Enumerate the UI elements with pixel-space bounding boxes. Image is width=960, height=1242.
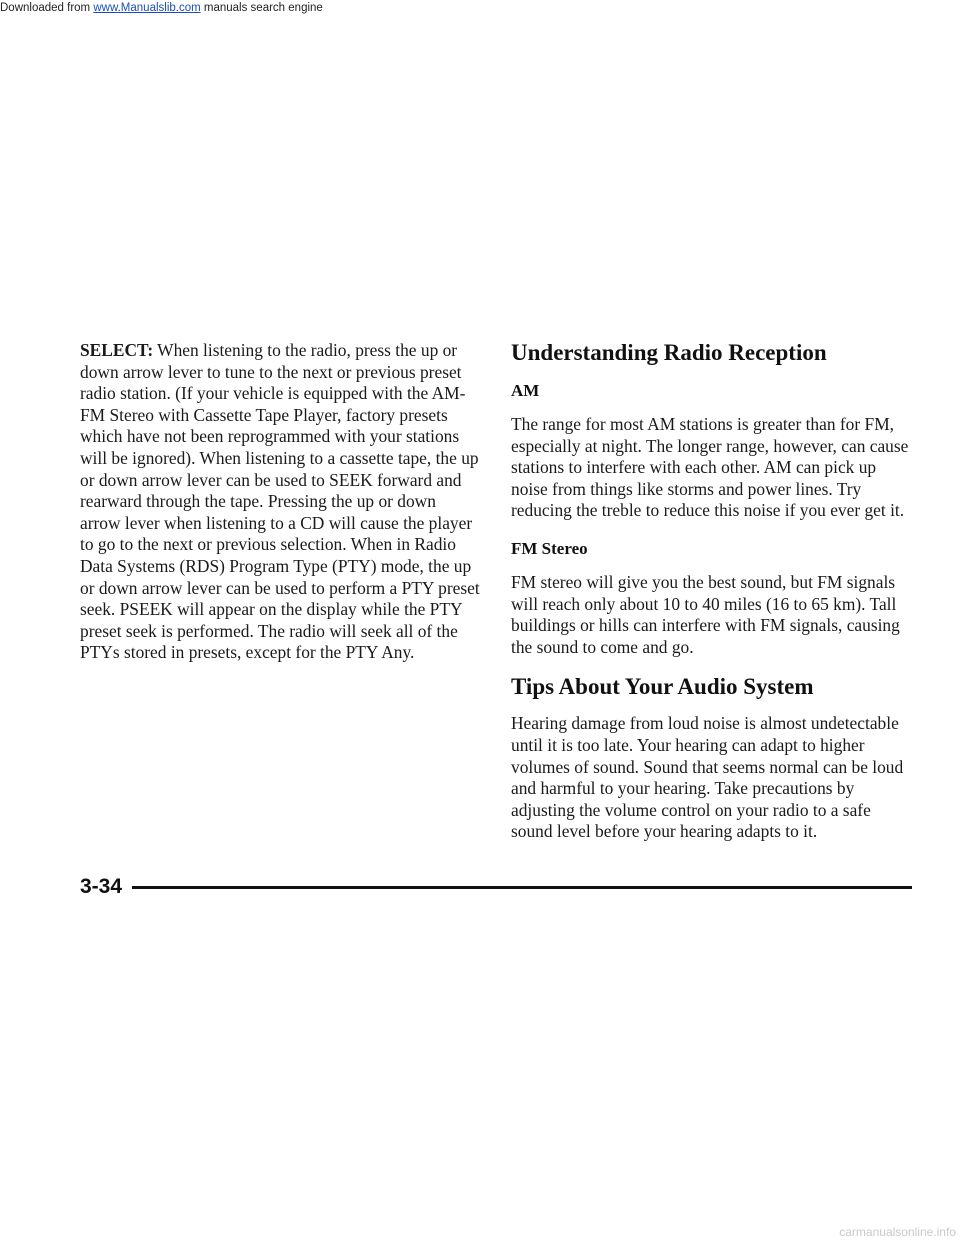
select-label: SELECT: (80, 340, 154, 360)
right-column (511, 338, 911, 843)
am-paragraph: The range for most AM stations is greater than for FM, especially at night. The longer range, however, can cause stations to interfere with each other. AM can pick up noise from things like storms and power lines. Try reducing the treble to reduce this noise if you ever get it. (511, 414, 909, 521)
am-subheading: AM (511, 381, 540, 400)
fm-paragraph: FM stereo will give you the best sound, but FM signals will reach only about 10 to 40 miles (16 to 65 km). Tall buildings or hills can interfere with FM signals, causing the sound to come and go. (511, 571, 900, 657)
fm-stereo-subheading: FM Stereo (511, 538, 588, 558)
footer-rule (132, 886, 912, 889)
banner-prefix: Downloaded from (0, 2, 94, 14)
select-text: When listening to the radio, press the up or down arrow lever to tune to the next or previous preset radio station. (If your vehicle is equipped with the AM-FM Stereo with Cassette Tape Player, factory presets which have not been reprogrammed with your stations will be ignored). When listening to a cassette tape, the up or down arrow lever can be used to SEEK forward and rearward through the tape. Pressing the up or down arrow lever when listening to a CD will cause the player to go to the next or previous selection. When in Radio Data Systems (RDS) Program Type (PTY) mode, the up or down arrow lever can be used to perform a PTY preset seek. PSEEK will appear on the display while the PTY preset seek is performed. The radio will seek all of the PTYs stored in presets, except for the PTY Any. (80, 340, 480, 663)
site-watermark: carmanualsonline.info (839, 1225, 956, 1239)
select-paragraph (80, 340, 480, 664)
left-column (80, 340, 480, 664)
manualslib-link[interactable]: www.Manualslib.com (93, 2, 201, 14)
page-number: 3-34 (80, 875, 123, 898)
download-banner (0, 0, 960, 20)
heading-understanding-radio-reception: Understanding Radio Reception (511, 340, 827, 365)
tips-paragraph: Hearing damage from loud noise is almost undetectable until it is too late. Your hearing can adapt to higher volumes of sound. Sound that seems normal can be loud and harmful to your hearing. Take precautions by adjusting the volume control on your radio to a safe sound level before your hearing adapts to it. (511, 713, 904, 842)
page-footer (80, 872, 912, 902)
banner-suffix: manuals search engine (200, 2, 323, 14)
heading-tips-audio-system: Tips About Your Audio System (511, 674, 814, 700)
